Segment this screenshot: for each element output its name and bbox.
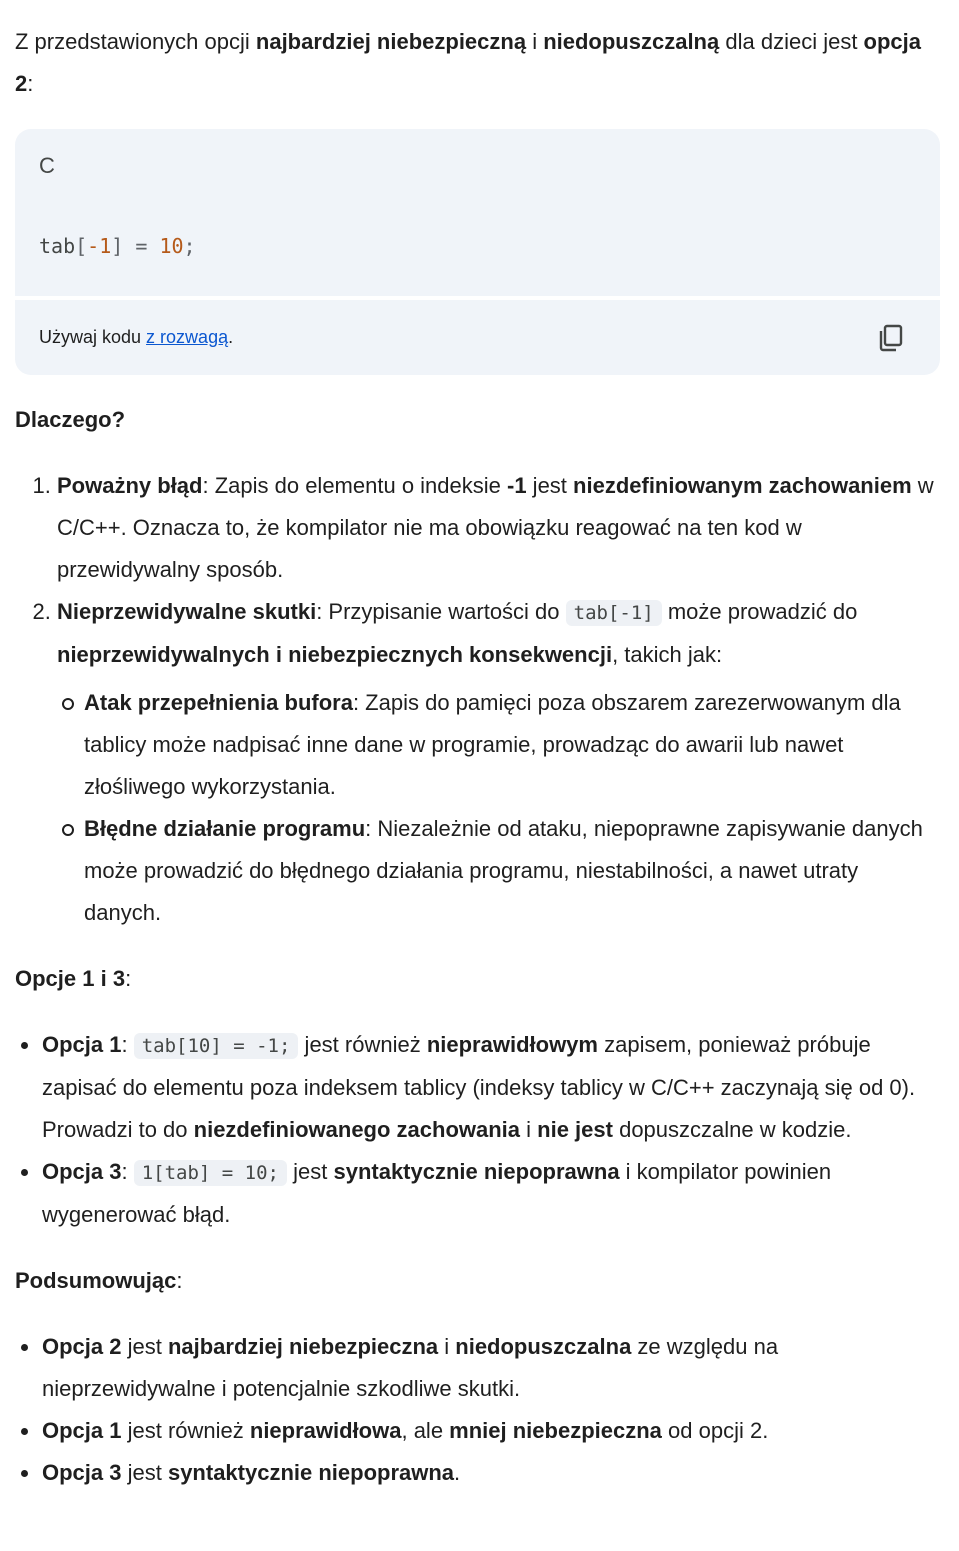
use-code-caution-link[interactable]: z rozwagą [146,327,229,347]
code-block[interactable] [15,129,940,296]
code-token-semicolon: ; [183,234,196,258]
code-token-ident: tab [39,234,76,258]
consequence-item-1: Atak przepełnienia bufora: Zapis do pamięci poza obszarem zarezerwowanym dla tablicy może nadpisać inne dane w programie, prowadząc do awarii lub nawet złośliwego wykorzystania. [84,682,940,808]
inline-code: 1[tab] = 10; [134,1160,287,1186]
section-heading-options: Opcje 1 i 3: [15,966,132,991]
consequences-list [57,682,940,934]
code-token-bracket: ] [111,234,124,258]
summary-item-1: Opcja 2 jest najbardziej niebezpieczna i niedopuszczalna ze względu na nieprzewidywalne i potencjalnie szkodliwe skutki. [42,1326,940,1410]
code-snippet [15,129,940,375]
intro-paragraph: Z przedstawionych opcji najbardziej niebezpieczną i niedopuszczalną dla dzieci jest opcja 2: [15,29,922,96]
code-token-bracket: [ [75,234,88,258]
summary-item-3: Opcja 3 jest syntaktycznie niepoprawna. [42,1452,940,1494]
response-content [15,21,940,1494]
code-line[interactable] [39,231,196,261]
summary-list [15,1326,940,1494]
option-3-item: Opcja 3: 1[tab] = 10; jest syntaktycznie niepoprawna i kompilator powinien wygenerować błąd. [42,1151,940,1236]
section-heading-summary: Podsumowując: [15,1268,183,1293]
code-language-label: C [39,153,55,178]
why-list [15,465,940,934]
inline-code: tab[10] = -1; [134,1033,299,1059]
why-item-2: 2. Nieprzewidywalne skutki: Przypisanie wartości do tab[-1] może prowadzić do nieprzewidywalnych i niebezpiecznych konsekwencji, takich jak: Atak przepełnienia bufora: Zapis do pamięci poza obszarem zarezerwowanym dla tablicy może nadpisać inne dane w programie, prowadząc do awarii lub nawet złośliwego wykorzystania. Błędne działanie programu: Niezależnie od ataku, niepoprawne zapisywanie danych może prowadzić do błędnego działania programu, niestabilności, a nawet utraty danych. [57,591,940,934]
summary-item-2: Opcja 1 jest również nieprawidłowa, ale mniej niebezpieczna od opcji 2. [42,1410,940,1452]
copy-icon [878,324,904,352]
section-heading-why: Dlaczego? [15,407,126,432]
code-token-operator: = [123,234,160,258]
options-list [15,1024,940,1236]
option-1-item: Opcja 1: tab[10] = -1; jest również nieprawidłowym zapisem, ponieważ próbuje zapisać do elementu poza indeksem tablicy (indeksy tablicy w C/C++ zaczynają się od 0). Prowadzi to do niezdefiniowanego zachowania i nie jest dopuszczalne w kodzie. [42,1024,940,1151]
copy-code-button[interactable] [878,324,904,352]
code-footer [15,300,940,375]
why-item-1: 1. Poważny błąd: Zapis do elementu o indeksie -1 jest niezdefiniowanym zachowaniem w C/C++. Oznacza to, że kompilator nie ma obowiązku reagować na ten kod w przewidywalny sposób. [57,465,940,591]
code-token-number: -1 [87,234,112,258]
consequence-item-2: Błędne działanie programu: Niezależnie od ataku, niepoprawne zapisywanie danych może prowadzić do błędnego działania programu, niestabilności, a nawet utraty danych. [84,808,940,934]
code-disclaimer: Używaj kodu z rozwagą. [39,327,234,347]
code-token-number: 10 [159,234,184,258]
inline-code: tab[-1] [566,600,662,626]
